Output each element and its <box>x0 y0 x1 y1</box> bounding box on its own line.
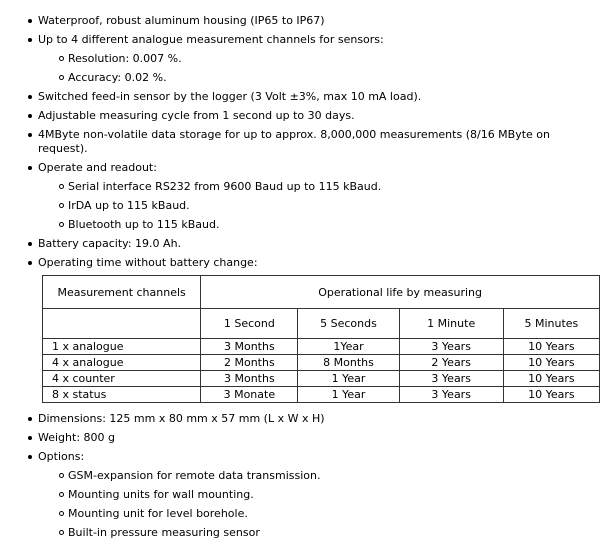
list-item <box>28 237 596 251</box>
table-cell: 4 x analogue <box>43 355 201 371</box>
sub-item-text: Accuracy: 0.02 %. <box>68 71 167 84</box>
list-item <box>28 412 596 426</box>
list-item <box>28 90 596 104</box>
sub-list-item <box>59 469 596 483</box>
circle-bullet-icon <box>59 507 68 521</box>
sub-item-text: IrDA up to 115 kBaud. <box>68 199 190 212</box>
disc-bullet-icon <box>28 109 38 123</box>
list-item <box>28 450 596 540</box>
circle-bullet-icon <box>59 488 68 502</box>
list-item-text: Adjustable measuring cycle from 1 second up to 30 days. <box>38 109 355 122</box>
column-header: Operational life by measuring <box>201 276 600 309</box>
table-cell: 10 Years <box>503 339 599 355</box>
disc-bullet-icon <box>28 128 38 142</box>
operational-life-table <box>42 275 600 403</box>
table-cell: 3 Years <box>399 387 503 403</box>
sub-item-text: GSM-expansion for remote data transmission. <box>68 469 321 482</box>
disc-bullet-icon <box>28 450 38 464</box>
list-item-text: Options: <box>38 450 85 463</box>
table-cell: 1 x analogue <box>43 339 201 355</box>
table-row <box>43 387 600 403</box>
disc-bullet-icon <box>28 14 38 28</box>
sub-list-item <box>59 507 596 521</box>
table-row <box>43 355 600 371</box>
table-cell: 1Year <box>298 339 399 355</box>
disc-bullet-icon <box>28 412 38 426</box>
sub-list <box>59 52 596 85</box>
circle-bullet-icon <box>59 469 68 483</box>
sub-list <box>59 180 596 232</box>
list-item <box>28 161 596 232</box>
table-cell: 8 Months <box>298 355 399 371</box>
table-cell: 3 Years <box>399 371 503 387</box>
disc-bullet-icon <box>28 161 38 175</box>
circle-bullet-icon <box>59 526 68 540</box>
table-cell: 3 Years <box>399 339 503 355</box>
sub-item-text: Bluetooth up to 115 kBaud. <box>68 218 220 231</box>
sub-list-item <box>59 218 596 232</box>
spec-list-top <box>0 14 610 270</box>
sub-list-item <box>59 199 596 213</box>
spec-list-bottom <box>0 412 610 540</box>
table-cell: 10 Years <box>503 387 599 403</box>
disc-bullet-icon <box>28 90 38 104</box>
disc-bullet-icon <box>28 237 38 251</box>
sub-item-text: Mounting units for wall mounting. <box>68 488 254 501</box>
list-item <box>28 14 596 28</box>
table-subheader-row <box>43 309 600 339</box>
sub-list-item <box>59 526 596 540</box>
sub-item-text: Serial interface RS232 from 9600 Baud up to 115 kBaud. <box>68 180 382 193</box>
disc-bullet-icon <box>28 256 38 270</box>
table-cell: 1 Year <box>298 387 399 403</box>
list-item <box>28 256 596 270</box>
sub-list-item <box>59 488 596 502</box>
table-cell: 2 Years <box>399 355 503 371</box>
table-row <box>43 339 600 355</box>
list-item <box>28 109 596 123</box>
circle-bullet-icon <box>59 180 68 194</box>
list-item-text: 4MByte non-volatile data storage for up to approx. 8,000,000 measurements (8/16 MByte on request). <box>38 128 551 155</box>
circle-bullet-icon <box>59 199 68 213</box>
column-header-empty <box>43 309 201 339</box>
sub-item-text: Resolution: 0.007 %. <box>68 52 182 65</box>
table-cell: 8 x status <box>43 387 201 403</box>
disc-bullet-icon <box>28 33 38 47</box>
column-header: 1 Minute <box>399 309 503 339</box>
table-header-row <box>43 276 600 309</box>
list-item-text: Up to 4 different analogue measurement channels for sensors: <box>38 33 384 46</box>
sub-list-item <box>59 52 596 66</box>
table-cell: 3 Months <box>201 339 298 355</box>
table-cell: 1 Year <box>298 371 399 387</box>
list-item-text: Weight: 800 g <box>38 431 115 444</box>
circle-bullet-icon <box>59 52 68 66</box>
table-cell: 2 Months <box>201 355 298 371</box>
column-header: Measurement channels <box>43 276 201 309</box>
list-item <box>28 431 596 445</box>
sub-item-text: Mounting unit for level borehole. <box>68 507 248 520</box>
disc-bullet-icon <box>28 431 38 445</box>
table-cell: 10 Years <box>503 371 599 387</box>
sub-list <box>59 469 596 540</box>
column-header: 5 Minutes <box>503 309 599 339</box>
column-header: 5 Seconds <box>298 309 399 339</box>
list-item-text: Waterproof, robust aluminum housing (IP65 to IP67) <box>38 14 325 27</box>
list-item-text: Operating time without battery change: <box>38 256 258 269</box>
table-cell: 3 Monate <box>201 387 298 403</box>
circle-bullet-icon <box>59 71 68 85</box>
circle-bullet-icon <box>59 218 68 232</box>
list-item-text: Switched feed-in sensor by the logger (3 Volt ±3%, max 10 mA load). <box>38 90 422 103</box>
table-row <box>43 371 600 387</box>
table-cell: 10 Years <box>503 355 599 371</box>
list-item <box>28 128 596 156</box>
sub-item-text: Built-in pressure measuring sensor <box>68 526 260 539</box>
sub-list-item <box>59 71 596 85</box>
list-item-text: Dimensions: 125 mm x 80 mm x 57 mm (L x W x H) <box>38 412 325 425</box>
list-item <box>28 33 596 85</box>
list-item-text: Battery capacity: 19.0 Ah. <box>38 237 182 250</box>
column-header: 1 Second <box>201 309 298 339</box>
table-cell: 3 Months <box>201 371 298 387</box>
list-item-text: Operate and readout: <box>38 161 157 174</box>
table-cell: 4 x counter <box>43 371 201 387</box>
sub-list-item <box>59 180 596 194</box>
